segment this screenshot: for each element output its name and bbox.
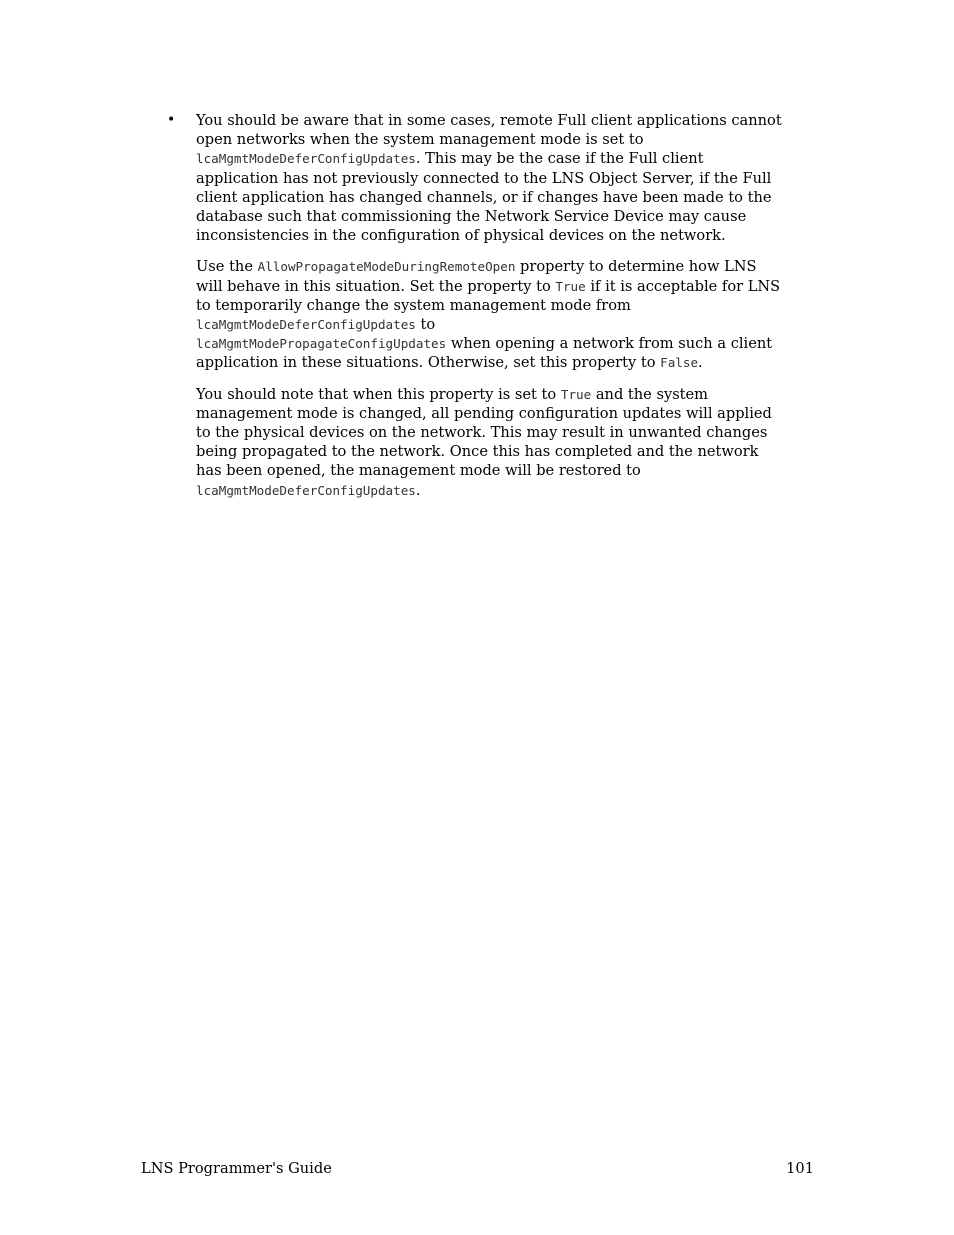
code-true: True xyxy=(560,386,592,402)
code-true: True xyxy=(555,278,586,294)
bullet-item xyxy=(167,111,786,245)
code-defer-mode: lcaMgmtModeDeferConfigUpdates xyxy=(196,482,416,498)
code-property-name: AllowPropagateModeDuringRemoteOpen xyxy=(257,259,516,275)
code-false: False xyxy=(660,355,699,371)
bullet-icon: • xyxy=(167,112,176,128)
page-number: 101 xyxy=(786,1160,814,1177)
paragraph-note: You should note that when this property is set to True and the system management mode is changed, all pending configuration updates will applied to the physical devices on the network. This may result in unwanted changes being propagated to the network. Once this has completed and the network has been opened, the management mode will be restored to lcaMgmtModeDeferConfigUpdates. xyxy=(196,385,772,499)
code-propagate-mode: lcaMgmtModePropagateConfigUpdates xyxy=(196,336,447,352)
page-footer xyxy=(141,1160,814,1177)
footer-title: LNS Programmer's Guide xyxy=(141,1160,332,1177)
main-content xyxy=(167,111,786,512)
paragraph-remote-full-client: You should be aware that in some cases, remote Full client applications cannot open networks when the system management mode is set to lcaMgmtModeDeferConfigUpdates. This may be the case if the Full client application has not previously connected to the LNS Object Server, if the Full client application has changed channels, or if changes have been made to the database such that commissioning the Network Service Device may cause inconsistencies in the configuration of physical devices on the network. xyxy=(196,112,782,245)
code-defer-mode: lcaMgmtModeDeferConfigUpdates xyxy=(196,151,416,167)
code-defer-mode: lcaMgmtModeDeferConfigUpdates xyxy=(196,317,416,333)
paragraph-allow-propagate: Use the AllowPropagateModeDuringRemoteOpen property to determine how LNS will behave in this situation. Set the property to True if it is acceptable for LNS to temporarily change the system management mode from lcaMgmtModeDeferConfigUpdates to lcaMgmtModePropagateConfigUpdates when opening a network from such a client application in these situations. Otherwise, set this property to False. xyxy=(196,258,781,372)
